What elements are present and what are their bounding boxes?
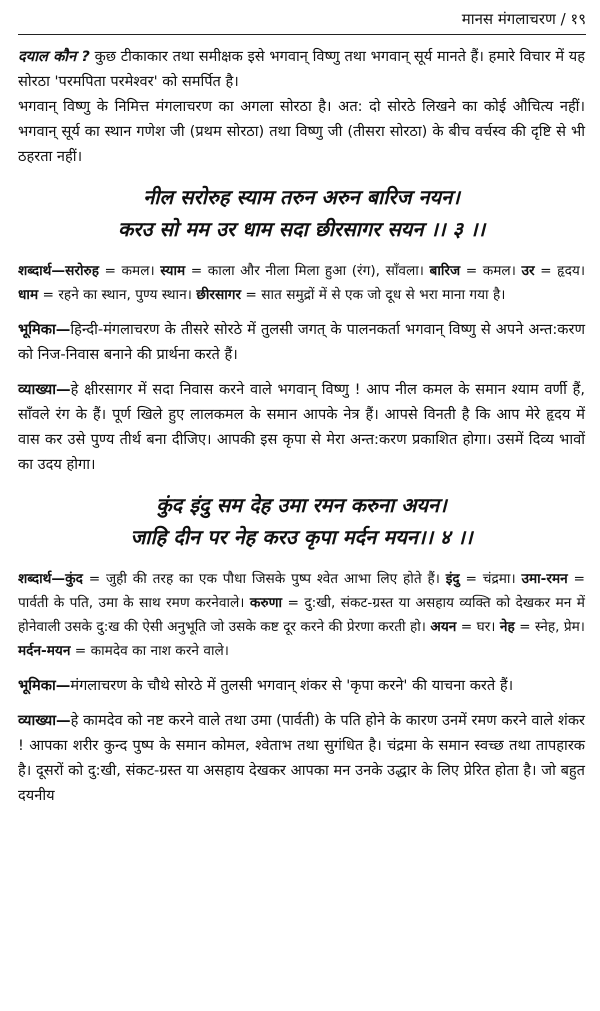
verse-4-line-1: कुंद इंदु सम देह उमा रमन करुना अयन। — [156, 493, 447, 517]
vyakhya-3-text: हे क्षीरसागर में सदा निवास करने वाले भगवान् विष्णु ! आप नील कमल के समान श्याम वर्णी हैं, साँवले रंग के हैं। पूर्ण खिले हुए लालकमल के समान आपके नेत्र हैं। आपसे विनती है कि आप मेरे हृदय में वास कर उसे पुण्य तीर्थ बना दीजिए। आपकी इस कृपा से मेरा अन्त:करण प्रकाशित होगा। उसमें दिव्य भावों का उदय होगा। — [18, 381, 585, 473]
bhumika-4-text: मंगलाचरण के चौथे सोरठे में तुलसी भगवान् शंकर से 'कृपा करने' की याचना करते हैं। — [70, 677, 514, 694]
bhumika-4-label: भूमिका— — [18, 677, 71, 694]
glossary-term: बारिज — [429, 263, 461, 279]
verse-4 — [18, 489, 585, 553]
glossary-meaning: = पार्वती के पति, उमा के साथ रमण करनेवाले। — [18, 571, 585, 611]
glossary-meaning: = दु:खी, संकट-ग्रस्त या असहाय व्यक्ति को देखकर मन में होनेवाली उसके दु:ख की ऐसी अनुभूति जो उसके कष्ट दूर करने की प्रेरणा करती हो। — [18, 595, 585, 635]
glossary-term: उमा-रमन — [521, 571, 568, 587]
verse-3 — [18, 181, 585, 245]
glossary-term: नेह — [499, 619, 515, 635]
glossary-meaning: = रहने का स्थान, पुण्य स्थान। — [38, 287, 197, 303]
glossary-term: करुणा — [249, 595, 283, 611]
shabdarth-4-words — [18, 571, 585, 659]
glossary-term: इंदु — [445, 571, 460, 587]
glossary-term: धाम — [18, 287, 39, 303]
glossary-term: कुंद — [65, 571, 83, 587]
glossary-meaning: = घर। — [456, 619, 500, 635]
glossary-meaning: = सात समुद्रों में से एक जो दूध से भरा माना गया है। — [241, 287, 506, 303]
glossary-term: स्याम — [160, 263, 186, 279]
glossary-term: सरोरुह — [65, 263, 99, 279]
vyakhya-4-label: व्याख्या— — [18, 712, 71, 729]
shabdarth-4-label: शब्दार्थ— — [18, 571, 66, 587]
shabdarth-3 — [18, 259, 585, 307]
running-header: मानस मंगलाचरण / १९ — [461, 10, 586, 28]
glossary-meaning: = काला और नीला मिला हुआ (रंग), साँवला। — [185, 263, 430, 279]
shabdarth-4 — [18, 567, 585, 663]
vyakhya-3-label: व्याख्या— — [18, 381, 71, 398]
glossary-meaning: = चंद्रमा। — [459, 571, 522, 587]
bhumika-3 — [18, 317, 585, 367]
bhumika-3-label: भूमिका— — [18, 321, 71, 338]
glossary-term: अयन — [430, 619, 457, 635]
header-rule — [18, 34, 586, 35]
glossary-meaning: = कमल। — [98, 263, 161, 279]
page-body — [18, 44, 585, 808]
shabdarth-3-label: शब्दार्थ— — [18, 263, 66, 279]
glossary-meaning: = हृदय। — [534, 263, 586, 279]
bhumika-4 — [18, 673, 585, 698]
intro-paragraph-2: भगवान् विष्णु के निमित्त मंगलाचरण का अगला सोरठा है। अत: दो सोरठे लिखने का कोई औचित्य नहीं। भगवान् सूर्य का स्थान गणेश जी (प्रथम सोरठा) तथा विष्णु जी (तीसरा सोरठा) के बीच वर्चस्व की दृष्टि से भी ठहरता नहीं। — [18, 98, 585, 165]
glossary-term: मर्दन-मयन — [18, 643, 71, 659]
verse-4-line-2: जाहि दीन पर नेह करउ कृपा मर्दन मयन।। ४ ।। — [130, 525, 473, 549]
glossary-meaning: = कमल। — [460, 263, 522, 279]
glossary-term: छीरसागर — [196, 287, 242, 303]
intro-term: दयाल कौन ? — [18, 48, 90, 65]
vyakhya-4 — [18, 708, 585, 808]
glossary-meaning: = जुही की तरह का एक पौधा जिसके पुष्प श्वेत आभा लिए होते हैं। — [82, 571, 446, 587]
glossary-term: उर — [521, 263, 535, 279]
intro-paragraph-1 — [18, 44, 585, 94]
glossary-meaning: = कामदेव का नाश करने वाले। — [70, 643, 229, 659]
glossary-meaning: = स्नेह, प्रेम। — [514, 619, 585, 635]
intro-text-1: कुछ टीकाकार तथा समीक्षक इसे भगवान् विष्णु तथा भगवान् सूर्य मानते हैं। हमारे विचार में यह सोरठा 'परमपिता परमेश्वर' को समर्पित है। — [18, 48, 586, 90]
vyakhya-4-text: हे कामदेव को नष्ट करने वाले तथा उमा (पार्वती) के पति होने के कारण उनमें रमण करने वाले शंकर ! आपका शरीर कुन्द पुष्प के समान कोमल, श्वेताभ तथा सुगंधित है। चंद्रमा के समान स्वच्छ तथा तापहारक है। दूसरों को दु:खी, संकट-ग्रस्त या असहाय देखकर आपका मन उनके उद्धार के लिए प्रेरित होता है। जो बहुत दयनीय — [18, 712, 585, 804]
verse-3-line-2: करउ सो मम उर धाम सदा छीरसागर सयन ।। ३ ।। — [117, 217, 486, 241]
bhumika-3-text: हिन्दी-मंगलाचरण के तीसरे सोरठे में तुलसी जगत् के पालनकर्ता भगवान् विष्णु से अपने अन्त:करण को निज-निवास बनाने की प्रार्थना करते हैं। — [18, 321, 585, 363]
shabdarth-3-words — [18, 263, 585, 303]
vyakhya-3 — [18, 377, 585, 477]
verse-3-line-1: नील सरोरुह स्याम तरुन अरुन बारिज नयन। — [143, 185, 460, 209]
